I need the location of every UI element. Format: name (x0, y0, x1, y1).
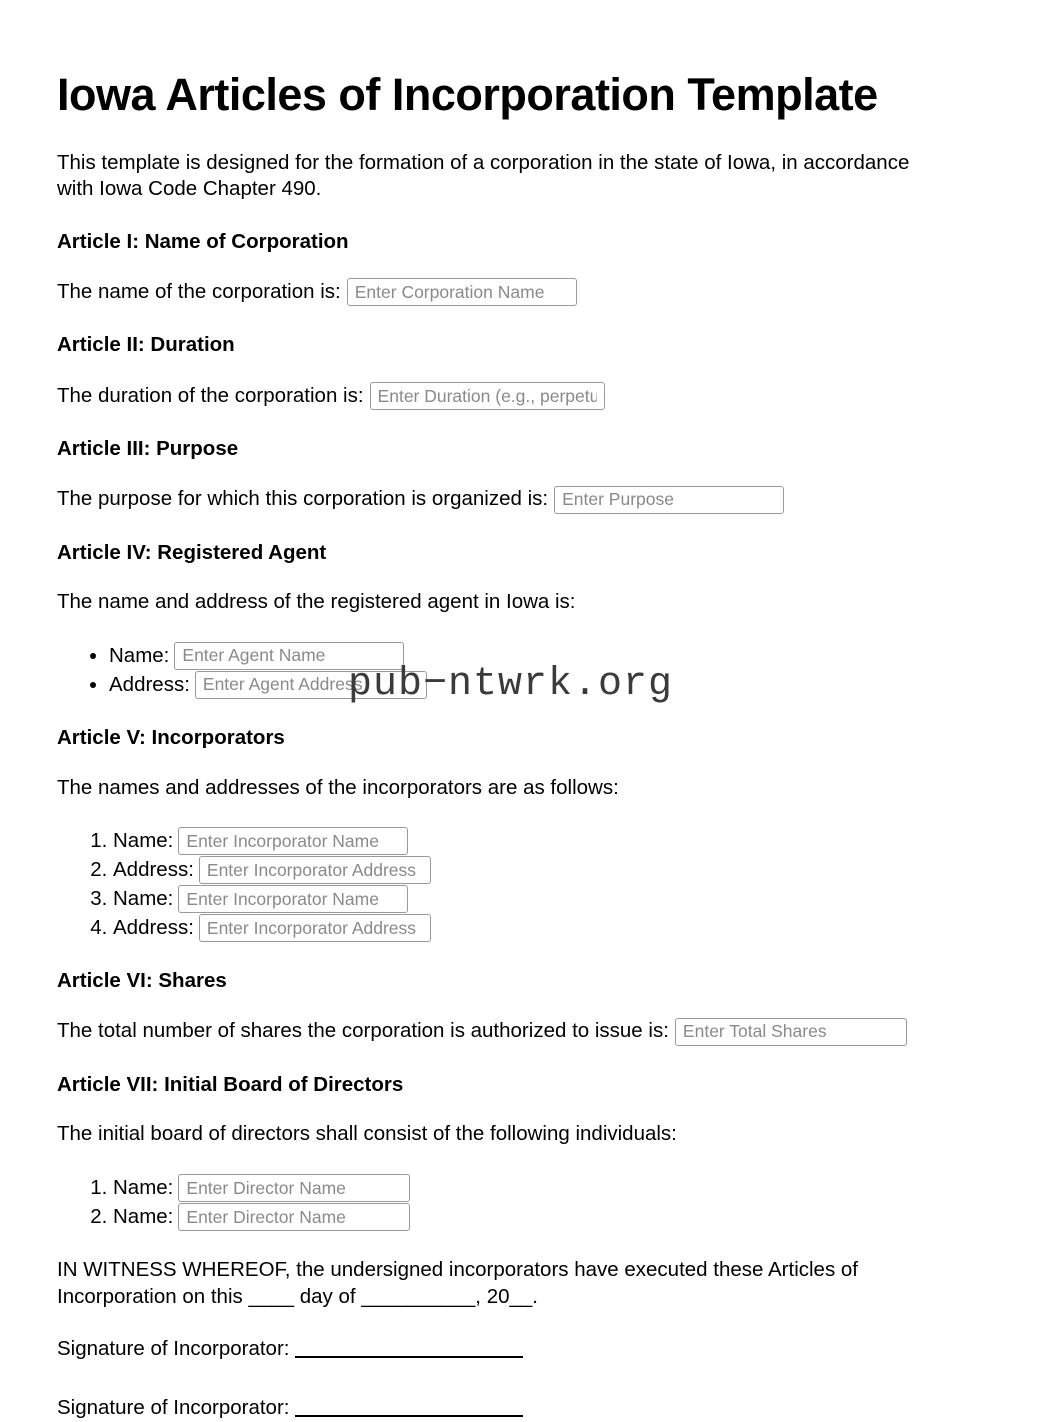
article-3-lead: The purpose for which this corporation is organized is: (57, 487, 549, 511)
duration-input[interactable] (370, 382, 605, 410)
article-1-lead: The name of the corporation is: (57, 280, 341, 304)
list-item (113, 885, 998, 913)
signature-label-2: Signature of Incorporator: (57, 1396, 290, 1419)
incorporators-list (57, 827, 998, 942)
incorporator-address-label-2: 4. Address: (113, 916, 194, 940)
agent-name-input[interactable] (174, 642, 404, 670)
list-item (109, 671, 998, 699)
total-shares-input[interactable] (675, 1018, 907, 1046)
signature-row-1 (57, 1336, 998, 1363)
article-4-lead: The name and address of the registered agent in Iowa is: (57, 590, 576, 614)
registered-agent-list (57, 642, 998, 699)
director-name-input-1[interactable] (178, 1174, 410, 1202)
article-heading-1: Article I: Name of Corporation (57, 229, 349, 253)
director-name-label-2: 2. Name: (113, 1205, 174, 1229)
incorporator-address-input-2[interactable] (199, 914, 431, 942)
article-heading-3: Article III: Purpose (57, 437, 239, 461)
witness-clause: IN WITNESS WHEREOF, the undersigned incorporators have executed these Articles of Incorporation on this ____ day of __________, 20__. (57, 1258, 858, 1308)
intro-paragraph: This template is designed for the formation of a corporation in the state of Iowa, in accordance with Iowa Code Chapter 490. (57, 150, 910, 201)
article-2-row (57, 382, 998, 410)
article-6-row (57, 1018, 998, 1046)
incorporator-name-label-1: 1. Name: (113, 829, 174, 853)
directors-list (57, 1174, 998, 1231)
article-3-row (57, 486, 998, 514)
signature-line-1[interactable] (295, 1356, 523, 1358)
article-5-lead: The names and addresses of the incorporators are as follows: (57, 775, 619, 799)
list-item (109, 642, 998, 670)
article-1-row (57, 278, 998, 306)
list-item (113, 827, 998, 855)
director-name-input-2[interactable] (178, 1203, 410, 1231)
list-item (113, 1203, 998, 1231)
agent-name-label: • Name: (109, 644, 170, 668)
site-watermark: pub−ntwrk.org (348, 662, 674, 707)
article-heading-5: Article V: Incorporators (57, 725, 285, 749)
incorporator-address-input-1[interactable] (199, 856, 431, 884)
article-7-lead: The initial board of directors shall consist of the following individuals: (57, 1122, 677, 1146)
incorporator-name-input-2[interactable] (178, 885, 408, 913)
corporation-name-input[interactable] (347, 278, 577, 306)
article-heading-7: Article VII: Initial Board of Directors (57, 1072, 404, 1096)
page-title: Iowa Articles of Incorporation Template (57, 69, 878, 120)
incorporator-name-input-1[interactable] (178, 827, 408, 855)
article-heading-4: Article IV: Registered Agent (57, 540, 327, 564)
agent-address-label: • Address: (109, 673, 190, 697)
agent-address-input[interactable] (195, 671, 427, 699)
article-heading-2: Article II: Duration (57, 333, 235, 357)
signature-line-2[interactable] (295, 1415, 523, 1417)
list-item (113, 1174, 998, 1202)
article-heading-6: Article VI: Shares (57, 969, 227, 993)
signature-label-1: Signature of Incorporator: (57, 1337, 290, 1361)
incorporator-name-label-2: 3. Name: (113, 887, 174, 911)
article-2-lead: The duration of the corporation is: (57, 383, 364, 407)
purpose-input[interactable] (554, 486, 784, 514)
director-name-label-1: 1. Name: (113, 1176, 174, 1200)
list-item (113, 856, 998, 884)
article-6-lead: The total number of shares the corporation is authorized to issue is: (57, 1019, 669, 1043)
incorporator-address-label-1: 2. Address: (113, 858, 194, 882)
list-item (113, 914, 998, 942)
signature-row-2 (57, 1395, 998, 1422)
